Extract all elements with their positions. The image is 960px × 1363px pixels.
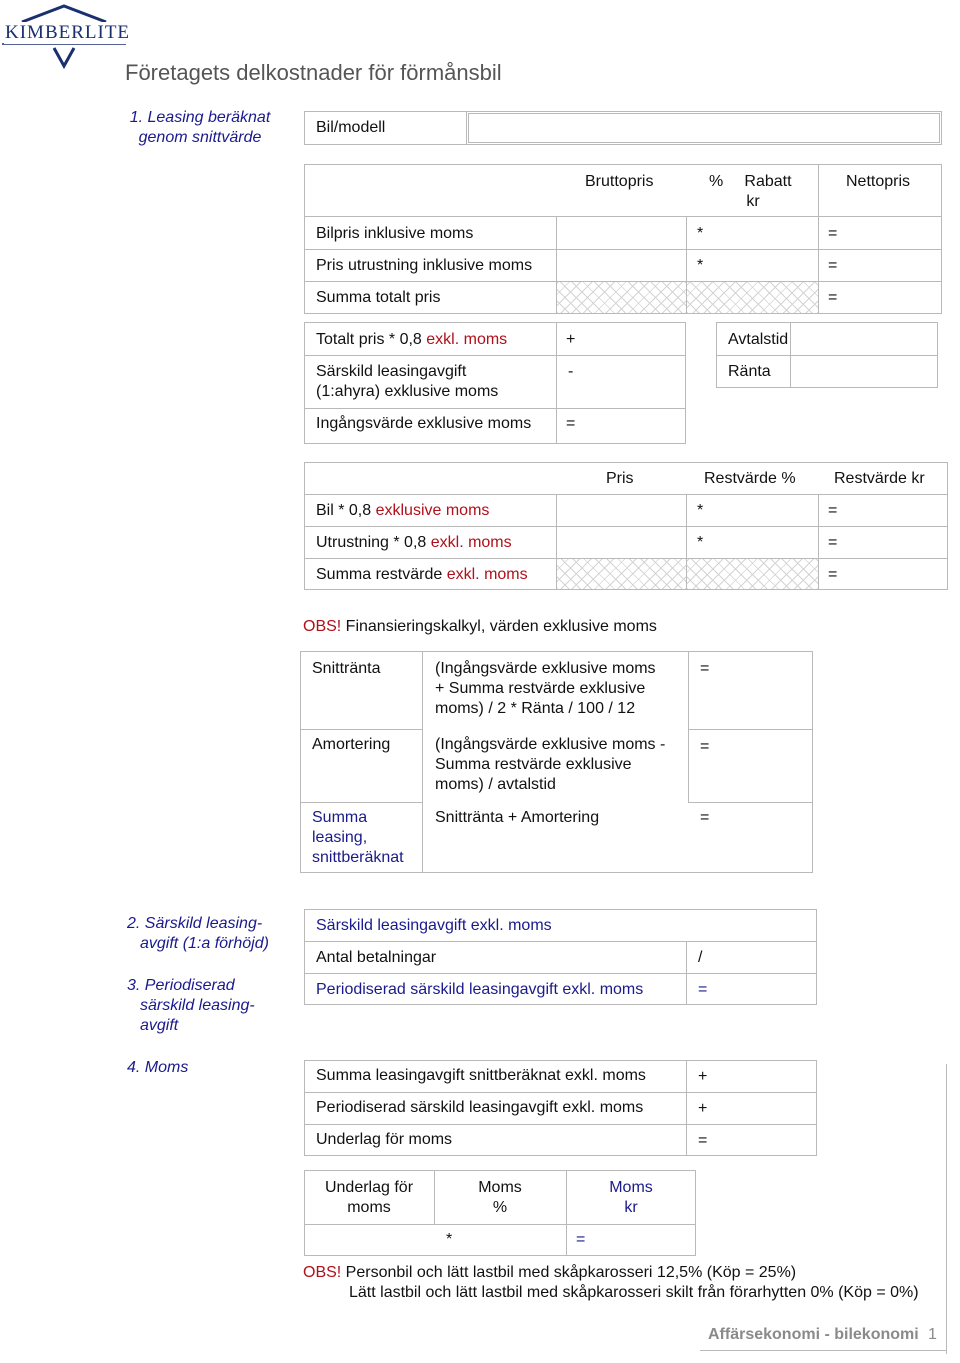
avtalstid-label: Avtalstid xyxy=(728,331,789,348)
operator: = xyxy=(828,289,838,306)
ranta-label: Ränta xyxy=(728,363,771,380)
section-3-label-line1: 3. Periodiserad xyxy=(127,977,235,994)
obs-note: OBS! Personbil och lätt lastbil med skåpkarosseri 12,5% (Köp = 25%) xyxy=(303,1264,797,1281)
formula-line: moms) / 2 * Ränta / 100 / 12 xyxy=(435,700,636,717)
section-2-label-line2: avgift (1:a förhöjd) xyxy=(140,935,269,952)
formula-line: + Summa restvärde exklusive xyxy=(435,680,646,697)
formula-line: (Ingångsvärde exklusive moms xyxy=(435,660,656,677)
formula-line: moms) / avtalstid xyxy=(435,776,556,793)
snittranta-label: Snittränta xyxy=(312,660,381,677)
formula-line: Snittränta + Amortering xyxy=(435,809,600,826)
formula-line: (Ingångsvärde exklusive moms - xyxy=(435,736,666,753)
col-underlag: moms xyxy=(347,1199,391,1216)
row-label: Summa totalt pris xyxy=(316,289,441,306)
formula-line: Summa restvärde exklusive xyxy=(435,756,632,773)
operator: = xyxy=(828,502,838,519)
obs-note-line2: Lätt lastbil och lätt lastbil med skåpkarosseri skilt från förarhytten 0% (Köp = 0%) xyxy=(349,1284,919,1301)
col-moms-pct: Moms xyxy=(478,1179,522,1196)
summa-leasing-label: Summa xyxy=(312,809,368,826)
row-label: Ingångsvärde exklusive moms xyxy=(316,415,532,432)
summa-leasing-label: snittberäknat xyxy=(312,849,404,866)
operator: = xyxy=(828,257,838,274)
col-moms-pct: % xyxy=(492,1199,508,1216)
operator: - xyxy=(568,363,574,380)
row-label: Totalt pris * 0,8 exkl. moms xyxy=(316,331,508,348)
row-label: Särskild leasingavgift exkl. moms xyxy=(316,917,552,934)
section-3-label-line2: särskild leasing- xyxy=(140,997,255,1014)
row-label: Periodiserad särskild leasingavgift exkl. moms xyxy=(316,981,644,998)
operator: * xyxy=(697,257,704,274)
bil-modell-label: Bil/modell xyxy=(316,119,386,136)
col-restvarde-kr: Restvärde kr xyxy=(834,470,925,487)
row-label: Periodiserad särskild leasingavgift exkl. moms xyxy=(316,1099,644,1116)
operator: = xyxy=(576,1231,586,1248)
col-pris: Pris xyxy=(606,470,634,487)
operator: * xyxy=(697,225,704,242)
operator: = xyxy=(566,415,576,432)
col-rabatt: Rabatt xyxy=(744,173,792,190)
section-4-label: 4. Moms xyxy=(127,1059,189,1076)
hatch-cell xyxy=(687,559,818,589)
page-number: 1 xyxy=(928,1326,937,1343)
operator: + xyxy=(698,1068,708,1085)
operator: = xyxy=(700,809,710,826)
row-label: Summa restvärde exkl. moms xyxy=(316,566,528,583)
row-label: Antal betalningar xyxy=(316,949,437,966)
page-title: Företagets delkostnader för förmånsbil xyxy=(125,60,502,85)
operator: = xyxy=(698,1132,708,1149)
col-underlag: Underlag för xyxy=(324,1179,414,1196)
operator: = xyxy=(700,660,710,677)
col-percent: % xyxy=(709,173,724,190)
row-label: Bilpris inklusive moms xyxy=(316,225,474,242)
col-restvarde-pct: Restvärde % xyxy=(704,470,796,487)
col-moms-kr: Moms xyxy=(609,1179,653,1196)
operator: * xyxy=(446,1231,453,1248)
row-label: (1:ahyra) exklusive moms xyxy=(316,383,499,400)
page-margin-rule xyxy=(946,1064,947,1354)
logo-wordmark: KIMBERLITE xyxy=(5,22,131,43)
logo xyxy=(2,2,131,72)
section-1-label-line1: 1. Leasing beräknat xyxy=(129,109,271,126)
bil-modell-input[interactable] xyxy=(468,113,940,143)
row-label: Underlag för moms xyxy=(316,1131,453,1148)
hatch-cell xyxy=(557,282,686,313)
col-nettopris: Nettopris xyxy=(846,173,911,190)
footer-text: Affärsekonomi - bilekonomi xyxy=(708,1326,919,1343)
hatch-cell xyxy=(557,559,686,589)
row-label: Pris utrustning inklusive moms xyxy=(316,257,533,274)
obs-note: OBS! Finansieringskalkyl, värden exklusive moms xyxy=(303,618,657,635)
operator: = xyxy=(828,534,838,551)
section-3-label-line3: avgift xyxy=(140,1017,179,1034)
operator: * xyxy=(697,534,704,551)
operator: / xyxy=(698,949,703,966)
hatch-cell xyxy=(687,282,818,313)
amortering-label: Amortering xyxy=(312,736,391,753)
operator: * xyxy=(697,502,704,519)
row-label: Summa leasingavgift snittberäknat exkl. moms xyxy=(316,1067,646,1084)
col-moms-kr: kr xyxy=(624,1199,638,1216)
section-1-label-line2: genom snittvärde xyxy=(138,129,262,146)
operator: = xyxy=(828,225,838,242)
operator: + xyxy=(566,331,576,348)
operator: + xyxy=(698,1100,708,1117)
row-label: Bil * 0,8 exklusive moms xyxy=(316,502,490,519)
col-rabatt-kr: kr xyxy=(746,193,760,210)
col-bruttopris: Bruttopris xyxy=(585,173,654,190)
row-label: Särskild leasingavgift xyxy=(316,363,467,380)
operator: = xyxy=(700,738,710,755)
operator: = xyxy=(698,981,708,998)
summa-leasing-label: leasing, xyxy=(312,829,368,846)
row-label: Utrustning * 0,8 exkl. moms xyxy=(316,534,512,551)
operator: = xyxy=(828,566,838,583)
section-2-label-line1: 2. Särskild leasing- xyxy=(127,915,263,932)
